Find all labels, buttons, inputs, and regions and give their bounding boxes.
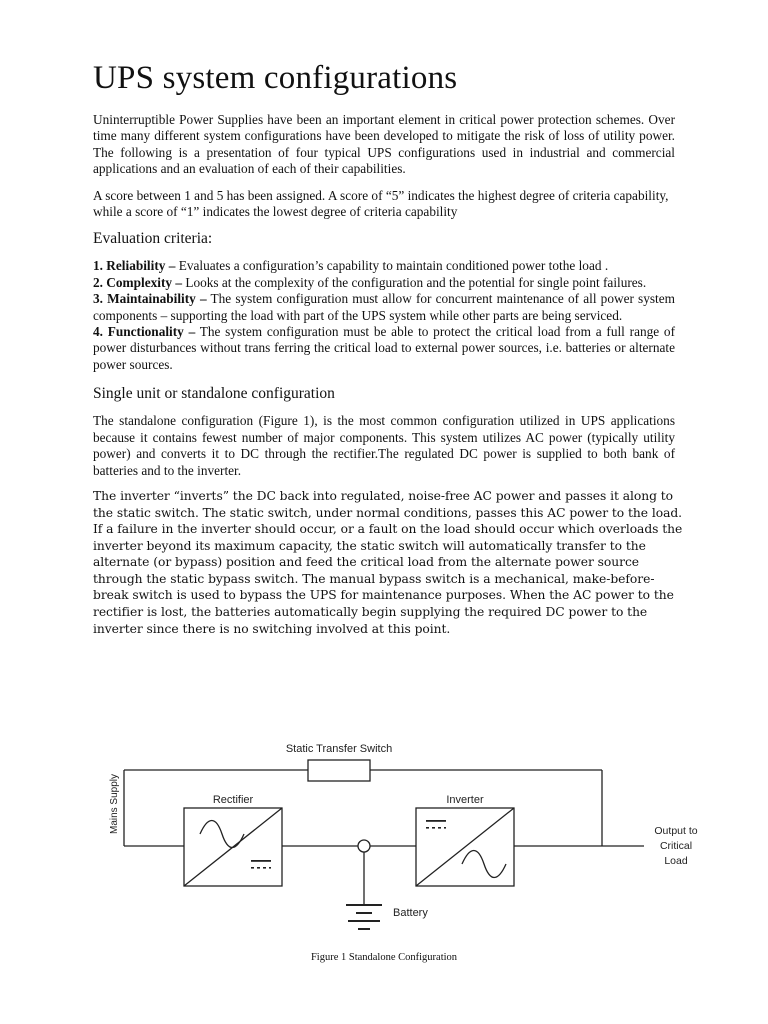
rectifier-label: Rectifier (212, 794, 254, 806)
standalone-paragraph-1: The standalone configuration (Figure 1), is the most common configuration utilized in UPS applications because it contains fewest number of major components. This system utilizes AC power (typically utility power) and converts it to DC through the rectifier.The regulated DC power is supplied to both bank of batteries and to the inverter. (93, 413, 675, 478)
dc-junction (358, 840, 370, 852)
figure-caption: Figure 1 Standalone Configuration (310, 952, 458, 963)
criterion-reliability (93, 258, 675, 274)
static-transfer-switch-box (308, 760, 370, 781)
criterion-text: Evaluates a configuration’s capability to maintain conditioned power tothe load . (175, 258, 609, 274)
document-page (93, 58, 683, 637)
score-paragraph: A score between 1 and 5 has been assigned. A score of “5” indicates the highest degree of criteria capability, while a score of “1” indicates the lowest degree of criteria capability (93, 187, 669, 220)
battery-icon (346, 904, 382, 906)
criteria-list (93, 258, 675, 373)
output-label-line-2: Critical (659, 840, 693, 852)
intro-paragraph: Uninterruptible Power Supplies have been an important element in critical power protection schemes. Over time many different system configurations have been developed to mitigate the risk of loss of utility power. The following is a presentation of four typical UPS configurations used in industrial and commercial applications and an evaluation of each of their capabilities. (93, 112, 675, 177)
criterion-text: Looks at the complexity of the configuration and the potential for single point failures. (182, 274, 647, 290)
dc-symbol-icon (251, 860, 271, 862)
criterion-functionality (93, 324, 675, 373)
criterion-text: The system configuration must be able to protect the critical load from a full range of power disturbances without trans ferring the critical load to external power sources, i.e. batteries or alternate power sources. (93, 324, 675, 372)
evaluation-heading: Evaluation criteria: (93, 230, 213, 248)
criterion-text: The system configuration must allow for concurrent maintenance of all power system components – supporting the load with part of the UPS system while other parts are being serviced. (93, 291, 675, 323)
battery-label: Battery (393, 907, 428, 919)
criterion-maintainability (93, 291, 675, 324)
criterion-label: 4. Functionality – (93, 324, 196, 340)
page-title: UPS system configurations (93, 60, 458, 96)
output-label-line-3: Load (664, 855, 688, 867)
standalone-configuration-diagram (100, 736, 720, 936)
dc-symbol-icon (426, 820, 446, 822)
standalone-heading: Single unit or standalone configuration (93, 385, 335, 403)
criterion-complexity (93, 275, 675, 291)
ac-wave-icon (462, 851, 506, 878)
inverter-label: Inverter (446, 794, 484, 806)
output-label-line-1: Output to (654, 825, 698, 837)
criterion-label: 3. Maintainability – (93, 291, 207, 307)
mains-supply-label: Mains Supply (109, 773, 120, 835)
criterion-label: 2. Complexity – (93, 274, 183, 290)
static-transfer-switch-label: Static Transfer Switch (285, 743, 393, 755)
criterion-label: 1. Reliability – (93, 258, 176, 274)
standalone-paragraph-2: The inverter “inverts” the DC back into regulated, noise-free AC power and passes it along to the static switch. The static switch, under normal conditions, passes this AC power to the load. If a failure in the inverter should occur, or a fault on the load should occur which overloads the inverter beyond its maximum capacity, the static switch will automatically transfer to the alternate (or bypass) position and feed the critical load from the alternate power source through the static bypass switch. The manual bypass switch is a mechanical, make-before-break switch is used to bypass the UPS for maintenance purposes. When the AC power to the rectifier is lost, the batteries automatically begin supplying the required DC power to the inverter since there is no switching involved at this point. (93, 488, 683, 636)
